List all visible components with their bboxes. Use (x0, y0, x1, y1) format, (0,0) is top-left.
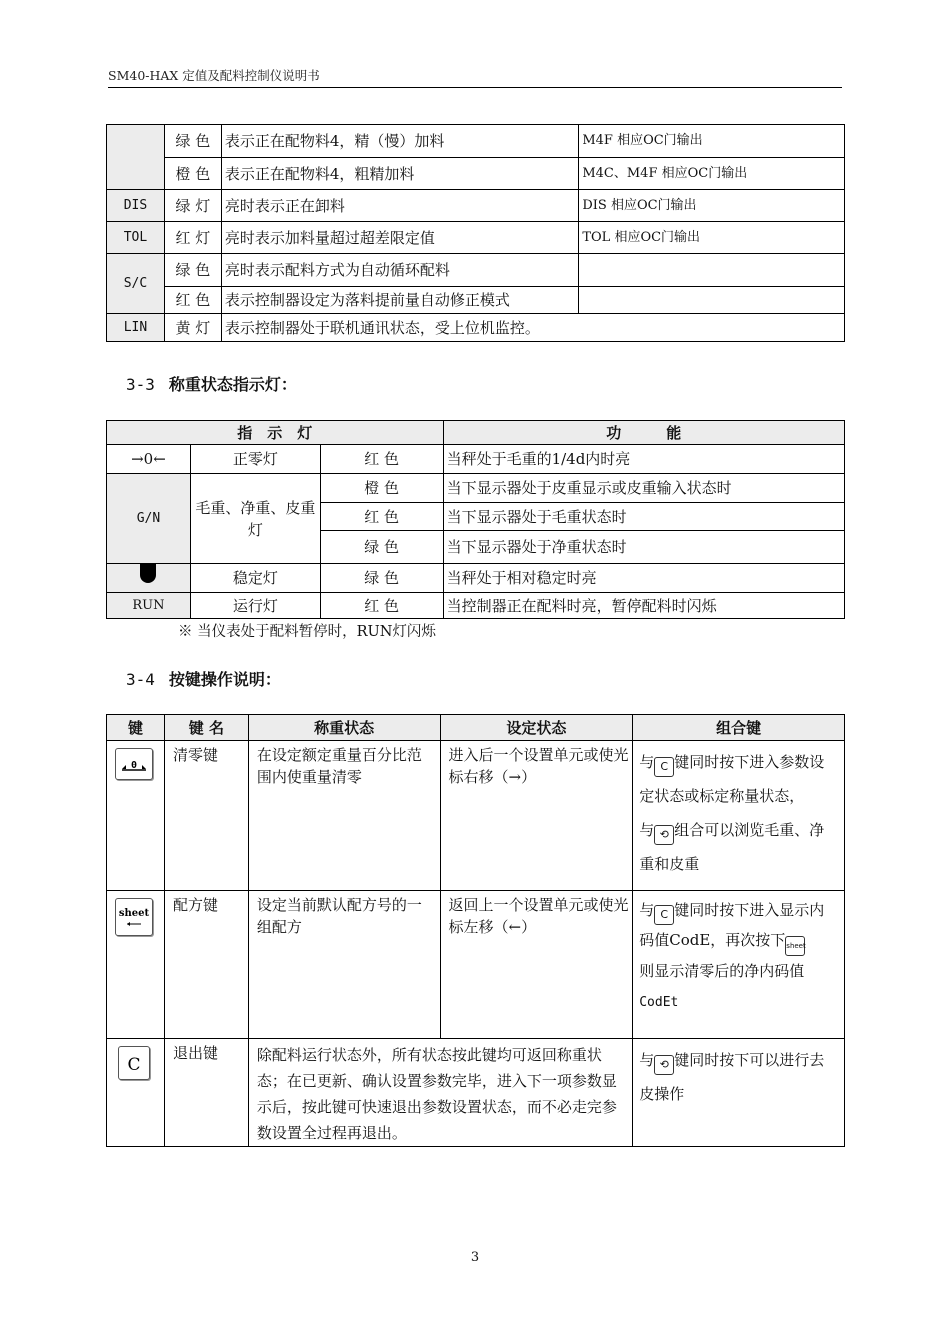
zero-key-cell (107, 741, 165, 891)
indicator-name: 运行灯 (190, 593, 320, 619)
indicator-function: 当下显示器处于皮重显示或皮重输入状态时 (443, 474, 844, 503)
page-number: 3 (470, 1250, 480, 1265)
led-color: 绿 灯 (164, 190, 221, 222)
led-color: 绿 色 (164, 254, 221, 287)
led-desc: 亮时表示加料量超过超差限定值 (221, 222, 578, 254)
indicator-header: 指 示 灯 (107, 421, 444, 445)
key-weigh-desc: 在设定额定重量百分比范围内使重量清零 (248, 741, 440, 891)
led-desc: 表示控制器设定为落料提前量自动修正模式 (221, 287, 578, 314)
led-desc: 亮时表示正在卸料 (221, 190, 578, 222)
led-output: M4C、M4F 相应OC门输出 (579, 158, 845, 190)
key-name: 清零键 (164, 741, 248, 891)
indicator-function: 当秤处于相对稳定时亮 (443, 564, 844, 593)
svg-text:sheet: sheet (118, 908, 150, 919)
stable-indicator-icon (133, 564, 163, 586)
gn-code: G/N (107, 474, 191, 564)
weighing-status-table (106, 420, 845, 619)
key-combo-desc: 与 C 键同时按下进入显示内码值CodE，再次按下sheet 则显示清零后的净内码值 CodEt (633, 891, 845, 1039)
indicator-table-continued (106, 124, 845, 342)
led-output: M4F 相应OC门输出 (579, 125, 845, 158)
indicator-color: 绿 色 (320, 564, 443, 593)
indicator-function: 当秤处于毛重的1/4d内时亮 (443, 445, 844, 474)
cycle-key-icon: ⟲ (654, 1055, 674, 1075)
empty-code-cell (107, 125, 165, 190)
indicator-color: 绿 色 (320, 531, 443, 564)
led-color: 红 灯 (164, 222, 221, 254)
section-heading-3-4: 3-4 按键操作说明： (126, 670, 281, 689)
cycle-key-icon: ⟲ (654, 825, 674, 845)
col-set-state: 设定状态 (440, 715, 633, 741)
page-header: SM40-HAX 定值及配料控制仪说明书 (108, 66, 842, 88)
key-combo-desc: 与 C 键同时按下进入参数设定状态或标定称量状态， 与 ⟲ 组合可以浏览毛重、净重和皮重 (633, 741, 845, 891)
key-set-desc: 进入后一个设置单元或使光标右移（→） (440, 741, 633, 891)
run-code: RUN (107, 593, 191, 619)
run-note: ※ 当仪表处于配料暂停时，RUN灯闪烁 (178, 624, 436, 640)
sheet-key-cell (107, 891, 165, 1039)
led-color: 黄 灯 (164, 314, 221, 342)
led-output (579, 254, 845, 287)
indicator-function: 当下显示器处于净重状态时 (443, 531, 844, 564)
led-color: 橙 色 (164, 158, 221, 190)
indicator-color: 红 色 (320, 445, 443, 474)
zero-symbol: →0← (107, 445, 191, 474)
key-name: 配方键 (164, 891, 248, 1039)
exit-key-cell (107, 1039, 165, 1147)
led-color: 红 色 (164, 287, 221, 314)
key-operation-table (106, 714, 845, 1147)
led-desc: 表示正在配物料4，粗精加料 (221, 158, 578, 190)
led-desc: 表示正在配物料4，精（慢）加料 (221, 125, 578, 158)
indicator-function: 当下显示器处于毛重状态时 (443, 503, 844, 531)
col-key-name: 键 名 (164, 715, 248, 741)
exit-key-icon (118, 1046, 150, 1080)
led-output (579, 287, 845, 314)
col-key: 键 (107, 715, 165, 741)
led-output: DIS 相应OC门输出 (579, 190, 845, 222)
svg-text:0: 0 (130, 760, 137, 771)
led-code: DIS (107, 190, 165, 222)
led-code: TOL (107, 222, 165, 254)
svg-text:C: C (127, 1055, 141, 1075)
function-header: 功 能 (443, 421, 844, 445)
led-code: LIN (107, 314, 165, 342)
indicator-color: 红 色 (320, 593, 443, 619)
sheet-key-icon (115, 898, 153, 936)
key-name: 退出键 (164, 1039, 248, 1147)
c-key-icon: C (654, 905, 674, 925)
indicator-name: 稳定灯 (190, 564, 320, 593)
key-weigh-desc: 除配料运行状态外，所有状态按此键均可返回称重状态；在已更新、确认设置参数完毕，进入下一项参数显示后，按此键可快速退出参数设置状态，而不必走完参数设置全过程再退出。 (248, 1039, 632, 1147)
led-color: 绿 色 (164, 125, 221, 158)
led-desc: 亮时表示配料方式为自动循环配料 (221, 254, 578, 287)
indicator-function: 当控制器正在配料时亮，暂停配料时闪烁 (443, 593, 844, 619)
section-heading-3-3: 3-3 称重状态指示灯： (126, 375, 297, 394)
key-set-desc: 返回上一个设置单元或使光标左移（←） (440, 891, 633, 1039)
led-code: S/C (107, 254, 165, 314)
indicator-color: 橙 色 (320, 474, 443, 503)
col-combo: 组合键 (633, 715, 845, 741)
stable-icon (107, 564, 191, 593)
indicator-color: 红 色 (320, 503, 443, 531)
key-weigh-desc: 设定当前默认配方号的一组配方 (248, 891, 440, 1039)
indicator-name: 正零灯 (190, 445, 320, 474)
key-combo-desc: 与 ⟲ 键同时按下可以进行去皮操作 (633, 1039, 845, 1147)
indicator-name: 毛重、净重、皮重灯 (190, 474, 320, 564)
zero-key-icon (115, 748, 153, 780)
sheet-key-small-icon: sheet (785, 936, 805, 956)
led-desc: 表示控制器处于联机通讯状态，受上位机监控。 (221, 314, 844, 342)
led-output: TOL 相应OC门输出 (579, 222, 845, 254)
c-key-icon: C (654, 757, 674, 777)
col-weigh-state: 称重状态 (248, 715, 440, 741)
